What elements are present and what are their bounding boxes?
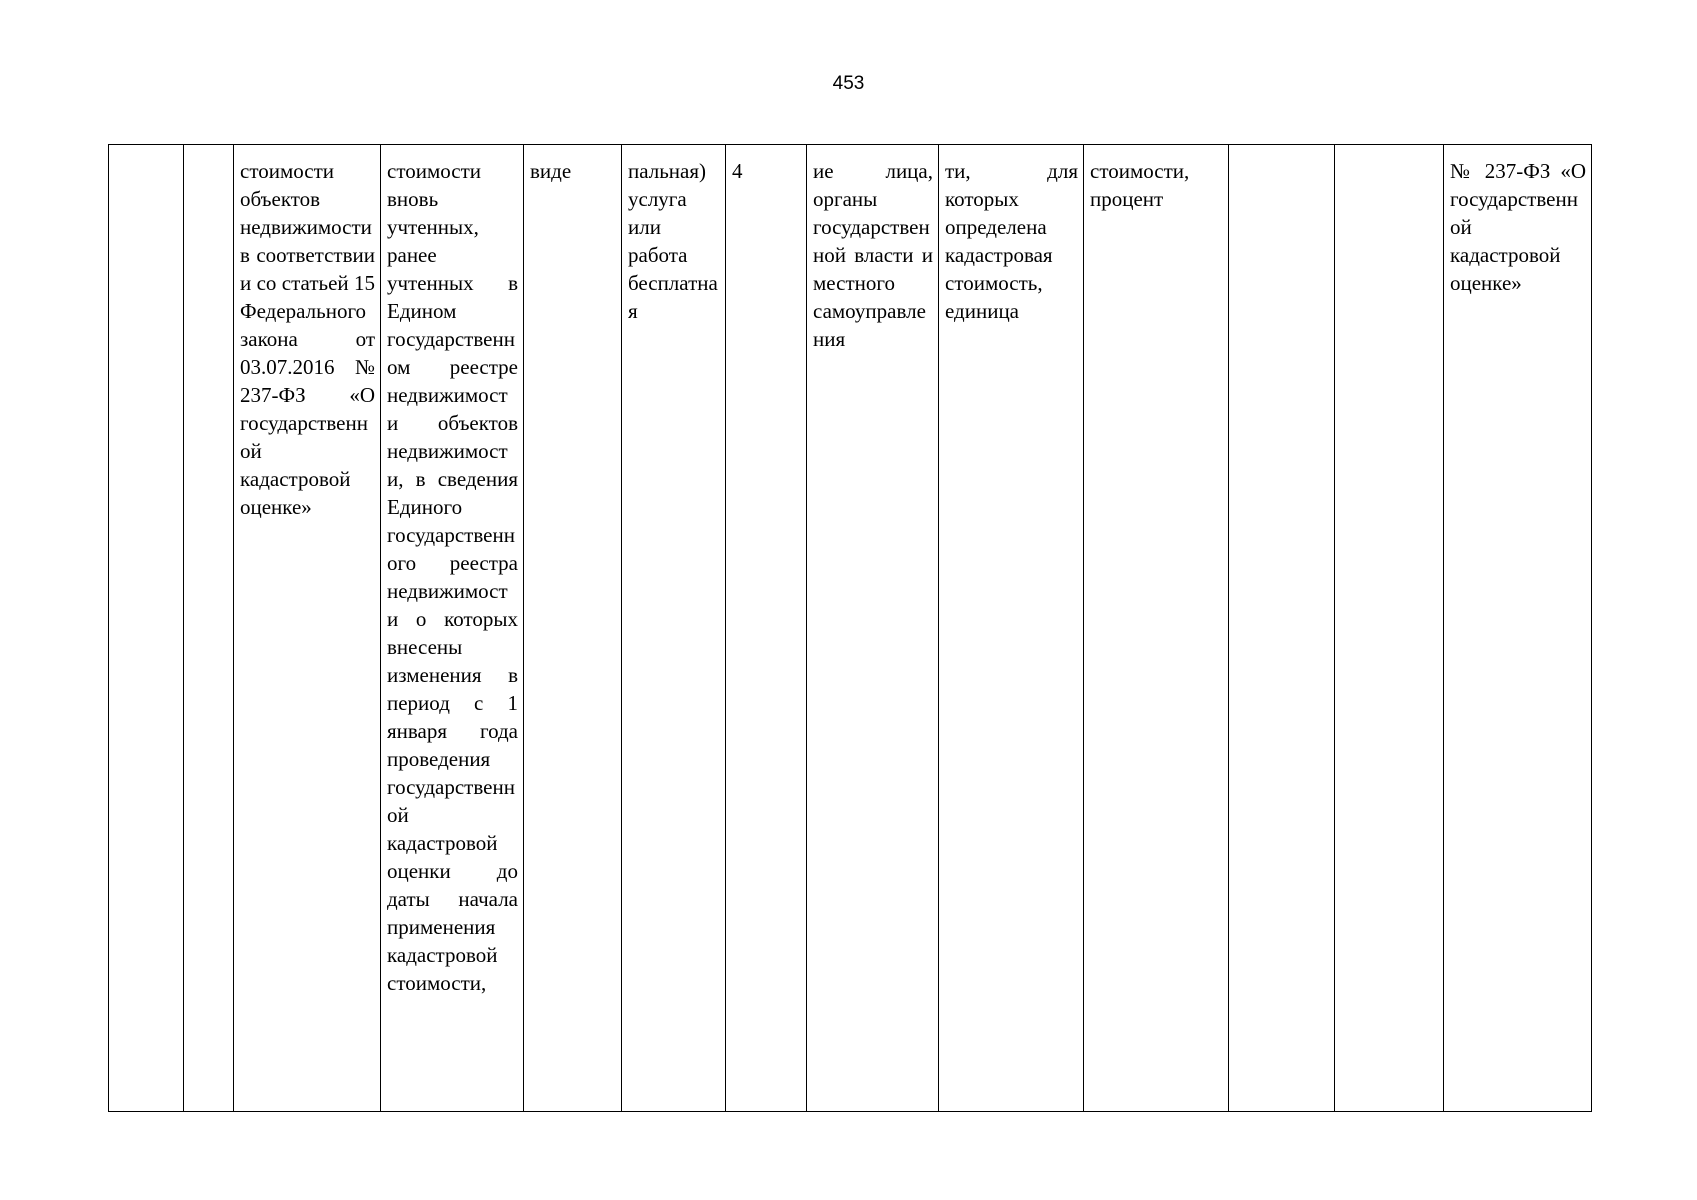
table-cell-3: стоимости объектов недвижимости в соответствии и со статьей 15 Федерального закона от 03.07.2016 № 237-ФЗ «О государственной кадастровой оценке» — [234, 145, 381, 1112]
table-cell-5: виде — [524, 145, 622, 1112]
table-cell-11 — [1229, 145, 1335, 1112]
table-cell-7: 4 — [726, 145, 807, 1112]
table-cell-8: ие лица, органы государственной власти и местного самоуправления — [807, 145, 939, 1112]
table-cell-1 — [109, 145, 184, 1112]
table-cell-6: пальная) услуга или работа бесплатная — [622, 145, 726, 1112]
document-table — [108, 144, 1592, 1112]
table-cell-13: № 237-ФЗ «О государственной кадастровой оценке» — [1444, 145, 1592, 1112]
page-number: 453 — [832, 73, 865, 94]
table-cell-2 — [184, 145, 234, 1112]
table-cell-4: стоимости вновь учтенных, ранее учтенных в Едином государственном реестре недвижимости объектов недвижимости, в сведения Единого государственного реестра недвижимости о которых внесены изменения в период с 1 января года проведения государственной кадастровой оценки до даты начала применения кадастровой стоимости, — [381, 145, 524, 1112]
table-row — [109, 145, 1592, 1112]
table-cell-12 — [1335, 145, 1444, 1112]
table-cell-10: стоимости, процент — [1084, 145, 1229, 1112]
table-cell-9: ти, для которых определена кадастровая стоимость, единица — [939, 145, 1084, 1112]
